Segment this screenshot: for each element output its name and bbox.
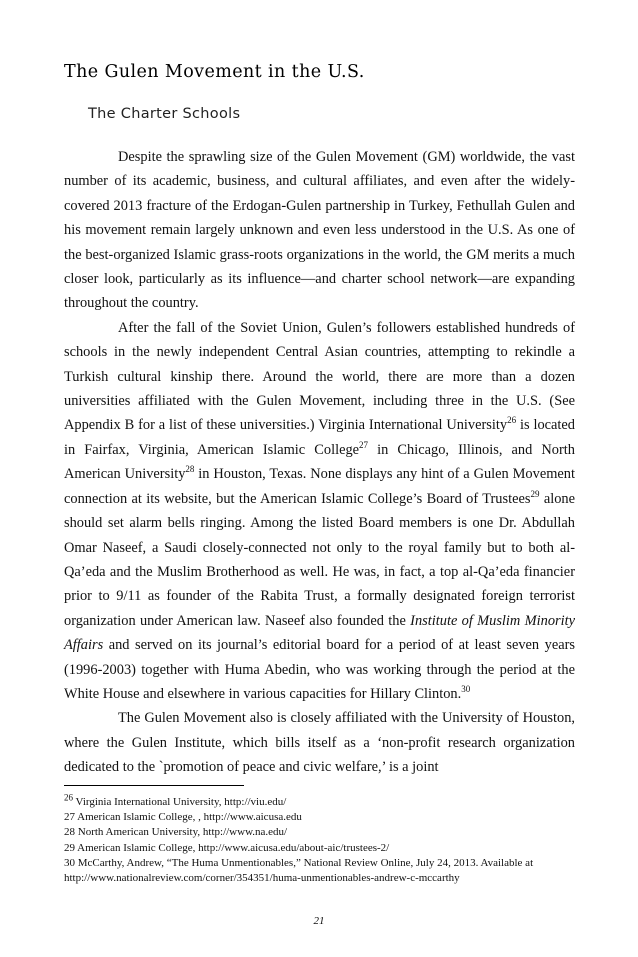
paragraph-3: The Gulen Movement also is closely affiliated with the University of Houston, where the Gulen Institute, which bills itself as a ‘non-profit research organization dedicated to the `promotion of peace and civic welfare,’ is a joint	[64, 710, 575, 776]
footnote-27: 27 American Islamic College, , http://www.aicusa.edu	[64, 811, 302, 824]
footnote-ref-29[interactable]: 29	[530, 488, 540, 499]
footnote-26	[64, 792, 584, 810]
footnote-30: 30 McCarthy, Andrew, “The Huma Unmentionables,” National Review Online, July 24, 2013. Available at http://www.nationalreview.com/corner/354351/huma-unmentionables-andrew-c-mccarthy	[64, 856, 534, 885]
paragraph-2-text: is located in Fairfax, Virginia, American Islamic College	[64, 417, 576, 458]
paragraph-2	[64, 316, 575, 707]
paragraph-2-text: alone should set alarm bells ringing. Among the listed Board members is one Dr. Abdullah Omar Naseef, a Saudi closely-connected not only to the royal family but to both al-Qa’eda and the Muslim Brotherhood as well. He was, in fact, a top al-Qa’eda financier prior to 9/11 as founder of the Rabita Trust, a formally designated foreign terrorist organization under American law. Naseef also founded the	[64, 490, 575, 629]
footnote-ref-28[interactable]: 28	[185, 464, 195, 475]
footnote-28: 28 North American University, http://www.na.edu/	[64, 826, 288, 839]
chapter-title: The Gulen Movement in the U.S.	[64, 62, 365, 82]
paragraph-2-text: After the fall of the Soviet Union, Gulen’s followers established hundreds of schools in the newly independent Central Asian countries, attempting to rekindle a Turkish cultural kinship there. Around the world, there are more than a dozen universities affiliated with the Gulen Movement, including three in the U.S. (See Appendix B for a list of these universities.) Virginia International University	[64, 319, 575, 434]
paragraph-2-text: in Houston, Texas. None displays any hint of a Gulen Movement connection at its website, but the American Islamic College’s Board of Trustees	[64, 466, 575, 507]
footnote-ref-26[interactable]: 26	[507, 415, 517, 426]
footnote-26-mark: 26	[64, 792, 73, 803]
paragraph-2-text: and served on its journal’s editorial board for a period of at least seven years (1996-2003) together with Huma Abedin, who was working through the period at the White House and elsewhere in various capacities for Hillary Clinton.	[64, 637, 575, 702]
footnote-29: 29 American Islamic College, http://www.aicusa.edu/about-aic/trustees-2/	[64, 841, 390, 854]
page-number: 21	[313, 915, 325, 927]
paragraph-1: Despite the sprawling size of the Gulen Movement (GM) worldwide, the vast number of its academic, business, and cultural affiliates, and even after the widely-covered 2013 fracture of the Erdogan-Gulen partnership in Turkey, Fethullah Gulen and his movement remain largely unknown and even less understood in the U.S. As one of the best-organized Islamic grass-roots organizations in the world, the GM merits a much closer look, particularly as its influence—and charter school network—are expanding throughout the country.	[64, 149, 575, 312]
section-subtitle: The Charter Schools	[88, 106, 241, 122]
body-text	[64, 145, 575, 780]
paragraph-2-text: in Chicago, Illinois, and North American University	[64, 441, 575, 483]
footnote-ref-30[interactable]: 30	[461, 684, 471, 695]
publication-title: Institute of Muslim Minority Affairs	[64, 612, 575, 654]
footnote-divider	[64, 785, 244, 786]
footnotes	[64, 792, 584, 886]
footnote-26-text: Virginia International University, http://viu.edu/	[73, 796, 287, 808]
footnote-ref-27[interactable]: 27	[359, 440, 369, 451]
